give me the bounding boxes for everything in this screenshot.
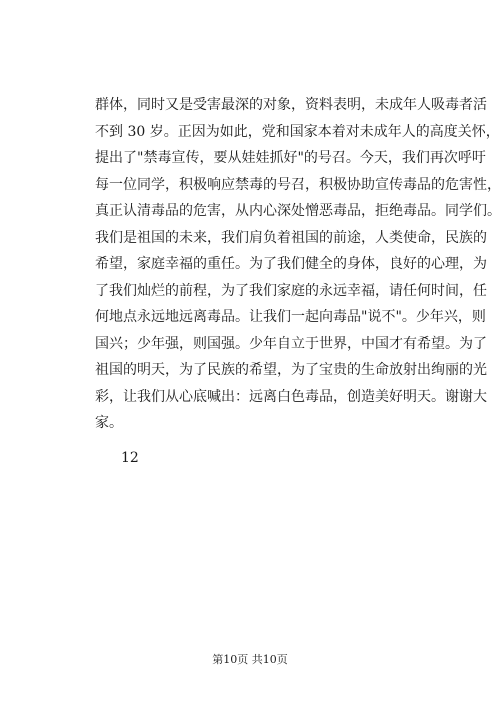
page-footer: 第10页 共10页 xyxy=(212,653,288,666)
text-line: 家。 xyxy=(95,415,123,431)
body-paragraph xyxy=(95,92,501,437)
text-line: 何地点永远地远离毒品。让我们一起向毒品"说不"。少年兴，则 xyxy=(95,309,486,325)
text-line: 我们是祖国的未来，我们肩负着祖国的前途，人类使命，民族的 xyxy=(95,229,487,246)
text-line: 提出了"禁毒宣传，要从娃娃抓好"的号召。今天，我们再次呼吁 xyxy=(95,150,486,166)
text-line: 祖国的明天，为了民族的希望，为了宝贵的生命放射出绚丽的光 xyxy=(95,362,487,378)
text-line: 不到 30 岁。正因为如此，党和国家本着对未成年人的高度关怀， xyxy=(95,123,500,140)
text-line: 群体，同时又是受害最深的对象，资料表明，未成年人吸毒者活 xyxy=(95,97,487,113)
inline-page-number: 12 xyxy=(121,450,139,466)
text-line: 了我们灿烂的前程，为了我们家庭的永远幸福，请任何时间，任 xyxy=(95,282,487,299)
text-line: 真正认清毒品的危害，从内心深处憎恶毒品，拒绝毒品。同学们。 xyxy=(95,203,501,219)
text-line: 每一位同学，积极响应禁毒的号召，积极协助宣传毒品的危害性， xyxy=(95,176,501,193)
text-line: 彩，让我们从心底喊出：远离白色毒品，创造美好明天。谢谢大 xyxy=(95,388,487,405)
text-line: 希望，家庭幸福的重任。为了我们健全的身体，良好的心理，为 xyxy=(95,256,487,272)
text-line: 国兴；少年强，则国强。少年自立于世界，中国才有希望。为了 xyxy=(95,335,487,352)
